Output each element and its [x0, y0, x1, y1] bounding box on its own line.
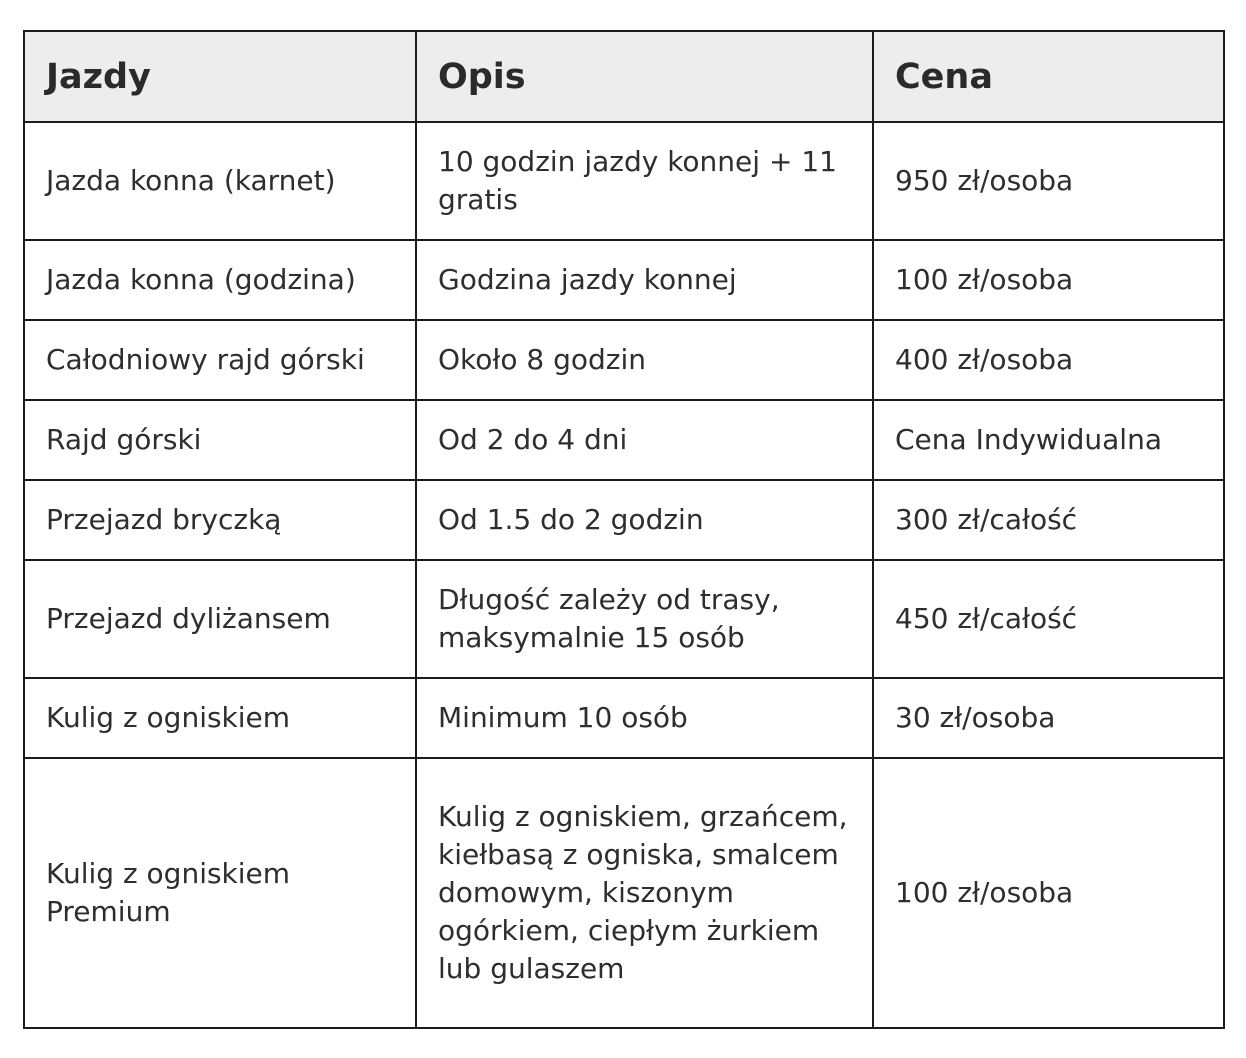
cell-description: Od 1.5 do 2 godzin [416, 480, 873, 560]
header-price: Cena [873, 31, 1224, 122]
table-row [24, 122, 1224, 240]
cell-description: 10 godzin jazdy konnej + 11 gratis [416, 122, 873, 240]
cell-ride: Rajd górski [24, 400, 416, 480]
cell-price: 950 zł/osoba [873, 122, 1224, 240]
cell-price: 100 zł/osoba [873, 758, 1224, 1028]
table-row [24, 678, 1224, 758]
table-row [24, 400, 1224, 480]
table-row [24, 240, 1224, 320]
table-row [24, 480, 1224, 560]
cell-price: 100 zł/osoba [873, 240, 1224, 320]
cell-price: 300 zł/całość [873, 480, 1224, 560]
cell-ride: Kulig z ogniskiem [24, 678, 416, 758]
cell-ride: Przejazd dyliżansem [24, 560, 416, 678]
price-table [23, 30, 1225, 1029]
cell-ride: Kulig z ogniskiem Premium [24, 758, 416, 1028]
cell-price: Cena Indywidualna [873, 400, 1224, 480]
cell-price: 450 zł/całość [873, 560, 1224, 678]
cell-ride: Przejazd bryczką [24, 480, 416, 560]
cell-description: Od 2 do 4 dni [416, 400, 873, 480]
table-row [24, 560, 1224, 678]
cell-description: Długość zależy od trasy, maksymalnie 15 osób [416, 560, 873, 678]
cell-description: Około 8 godzin [416, 320, 873, 400]
cell-price: 400 zł/osoba [873, 320, 1224, 400]
cell-description: Minimum 10 osób [416, 678, 873, 758]
table-row [24, 758, 1224, 1028]
cell-price: 30 zł/osoba [873, 678, 1224, 758]
cell-description: Godzina jazdy konnej [416, 240, 873, 320]
table-row [24, 320, 1224, 400]
cell-ride: Jazda konna (godzina) [24, 240, 416, 320]
table-header-row [24, 31, 1224, 122]
cell-ride: Jazda konna (karnet) [24, 122, 416, 240]
cell-ride: Całodniowy rajd górski [24, 320, 416, 400]
header-description: Opis [416, 31, 873, 122]
header-rides: Jazdy [24, 31, 416, 122]
cell-description: Kulig z ogniskiem, grzańcem, kiełbasą z ogniska, smalcem domowym, kiszonym ogórkiem, ciepłym żurkiem lub gulaszem [416, 758, 873, 1028]
